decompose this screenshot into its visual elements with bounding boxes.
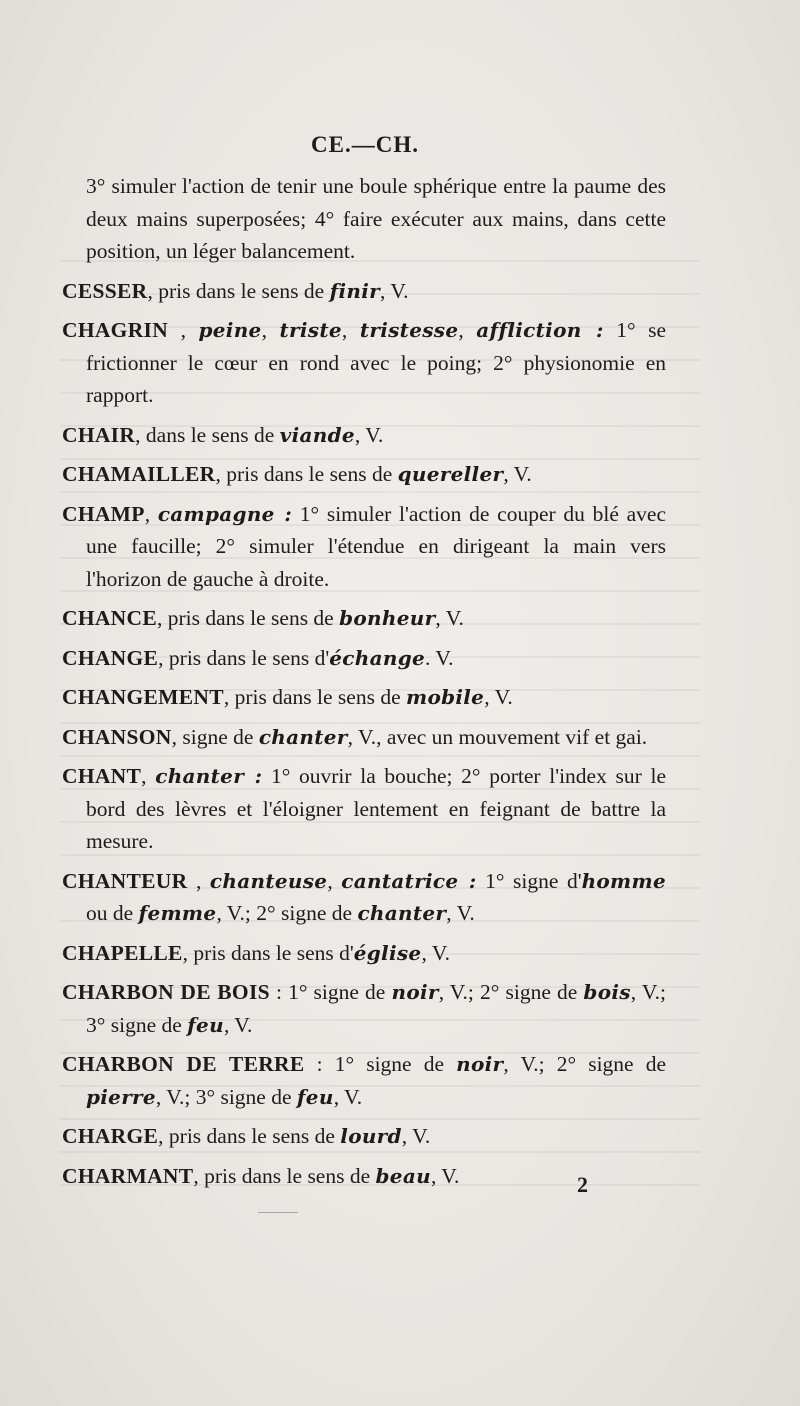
dictionary-entry	[62, 419, 666, 452]
cross-reference-term: feu	[187, 1012, 224, 1037]
dictionary-entry	[62, 681, 666, 714]
entry-text: , V.; 3° signe de	[155, 1084, 297, 1109]
headword: CHARBON DE BOIS	[62, 980, 270, 1004]
cross-reference-term: chanteuse	[209, 868, 328, 893]
entry-text: , pris dans le sens de	[147, 278, 330, 303]
cross-reference-term: homme	[581, 868, 667, 893]
entry-text: ,	[144, 501, 158, 526]
entry-text: , V.	[484, 685, 513, 709]
headword: CESSER	[62, 278, 148, 303]
headword: CHARGE	[62, 1124, 159, 1148]
cross-reference-term: bonheur	[339, 606, 436, 630]
dictionary-entry	[62, 1120, 666, 1153]
dictionary-entries	[62, 170, 666, 1199]
dictionary-entry	[62, 642, 666, 675]
dictionary-entry	[62, 721, 666, 754]
entry-text: , pris dans le sens d'	[158, 645, 330, 670]
entry-text: , V.	[421, 940, 450, 965]
headword: CHANT	[62, 764, 142, 788]
headword: CHAMP	[62, 501, 145, 526]
cross-reference-term: chanter	[258, 724, 348, 749]
dictionary-entry	[62, 314, 666, 412]
entry-text: , V.	[379, 278, 409, 303]
cross-reference-term: noir	[456, 1052, 504, 1076]
entry-text: ,	[327, 868, 342, 893]
cross-reference-term: beau	[375, 1163, 431, 1188]
entry-text: , V.	[333, 1084, 363, 1109]
entry-text: , pris dans le sens de	[215, 462, 398, 486]
entry-text: ,	[458, 318, 477, 342]
headword: CHANGEMENT	[62, 685, 224, 709]
cross-reference-term: viande	[279, 422, 355, 447]
dictionary-entry	[62, 760, 666, 858]
running-head: CE.—CH.	[311, 132, 419, 157]
headword: CHARBON DE TERRE	[62, 1052, 305, 1076]
dictionary-entry	[62, 1160, 666, 1193]
entry-text: 3° simuler l'action de tenir une boule sphérique entre la paume des deux mains superposées; 4° faire exécuter aux mains, dans cette position, un léger balancement.	[86, 174, 666, 263]
entry-text: , V.; 2° signe de	[438, 980, 584, 1004]
entry-text: , V.	[223, 1012, 253, 1037]
entry-text: , dans le sens de	[135, 422, 280, 447]
headword: CHANTEUR	[62, 868, 188, 893]
entry-text: , V.; 3° signe de	[86, 980, 667, 1037]
cross-reference-term: triste	[279, 318, 342, 342]
dictionary-entry	[62, 976, 666, 1041]
cross-reference-term: échange	[329, 645, 426, 670]
dictionary-entry	[62, 275, 666, 308]
dictionary-entry	[62, 498, 666, 596]
entry-text: ,	[168, 318, 199, 342]
entry-text: ,	[187, 868, 210, 893]
entry-text: , pris dans le sens d'	[182, 940, 354, 965]
entry-text: , signe de	[171, 724, 259, 749]
cross-reference-term: quereller	[397, 462, 504, 486]
cross-reference-term: finir	[329, 278, 380, 303]
headword: CHANGE	[62, 645, 159, 670]
entry-text: , V.; 2° signe de	[503, 1052, 667, 1076]
entry-text: , V.	[503, 462, 532, 486]
dictionary-entry	[62, 937, 666, 970]
entry-text: . V.	[425, 645, 454, 670]
entry-text: , V.	[446, 901, 475, 925]
cross-reference-term: église	[353, 940, 422, 965]
entry-text: , V., avec un mouvement vif et gai.	[347, 724, 648, 749]
cross-reference-term: mobile	[406, 685, 485, 709]
entry-text: , pris dans le sens de	[158, 1124, 341, 1148]
entry-text: , V.	[435, 606, 464, 630]
dictionary-entry	[62, 1048, 666, 1113]
dictionary-entry	[62, 458, 666, 491]
dictionary-entry	[62, 170, 666, 268]
headword: CHAGRIN	[62, 318, 169, 342]
headword: CHAPELLE	[62, 940, 183, 965]
cross-reference-term: noir	[391, 980, 439, 1004]
entry-text: , V.	[401, 1124, 431, 1148]
footer-dash	[258, 1212, 298, 1213]
dictionary-entry	[62, 865, 666, 930]
entry-text: , pris dans le sens de	[223, 685, 406, 709]
entry-text: , V.	[354, 422, 384, 447]
cross-reference-term: affliction :	[476, 318, 604, 342]
headword: CHAIR	[62, 422, 136, 447]
entry-text: : 1° signe de	[269, 980, 392, 1004]
entry-text: ,	[341, 318, 360, 342]
cross-reference-term: tristesse	[359, 318, 459, 342]
entry-text: 1° se frictionner le cœur en rond avec le poing; 2° physionomie en rapport.	[86, 318, 667, 407]
entry-text: 1° ouvrir la bouche; 2° porter l'index sur le bord des lèvres et l'éloigner lentement en feignant de battre la mesure.	[86, 764, 667, 853]
headword: CHAMAILLER	[62, 462, 216, 486]
entry-text: ,	[141, 764, 156, 788]
entry-text: : 1° signe de	[304, 1052, 457, 1076]
cross-reference-term: campagne :	[157, 501, 293, 526]
entry-text: , pris dans le sens de	[156, 606, 340, 630]
entry-text: ,	[261, 318, 280, 342]
entry-text: 1° simuler l'action de couper du blé avec une faucille; 2° simuler l'étendue en dirigeant la main vers l'horizon de gauche à droite.	[86, 501, 667, 591]
cross-reference-term: lourd	[340, 1124, 402, 1148]
entry-text: ou de	[86, 901, 139, 925]
headword: CHARMANT	[62, 1163, 194, 1188]
headword: CHANSON	[62, 724, 172, 749]
headword: CHANCE	[62, 606, 157, 630]
dictionary-entry	[62, 602, 666, 635]
cross-reference-term: chanter :	[155, 764, 263, 788]
cross-reference-term: peine	[198, 318, 262, 342]
cross-reference-term: bois	[583, 980, 631, 1004]
cross-reference-term: pierre	[86, 1084, 156, 1109]
cross-reference-term: femme	[138, 901, 217, 925]
entry-text: 1° signe d'	[476, 868, 582, 893]
page-number: 2	[577, 1172, 588, 1197]
entry-text: , pris dans le sens de	[193, 1163, 376, 1188]
cross-reference-term: chanter	[357, 901, 447, 925]
cross-reference-term: feu	[296, 1084, 334, 1109]
cross-reference-term: cantatrice :	[341, 868, 477, 893]
entry-text: , V.	[430, 1163, 460, 1188]
entry-text: , V.; 2° signe de	[216, 901, 358, 925]
